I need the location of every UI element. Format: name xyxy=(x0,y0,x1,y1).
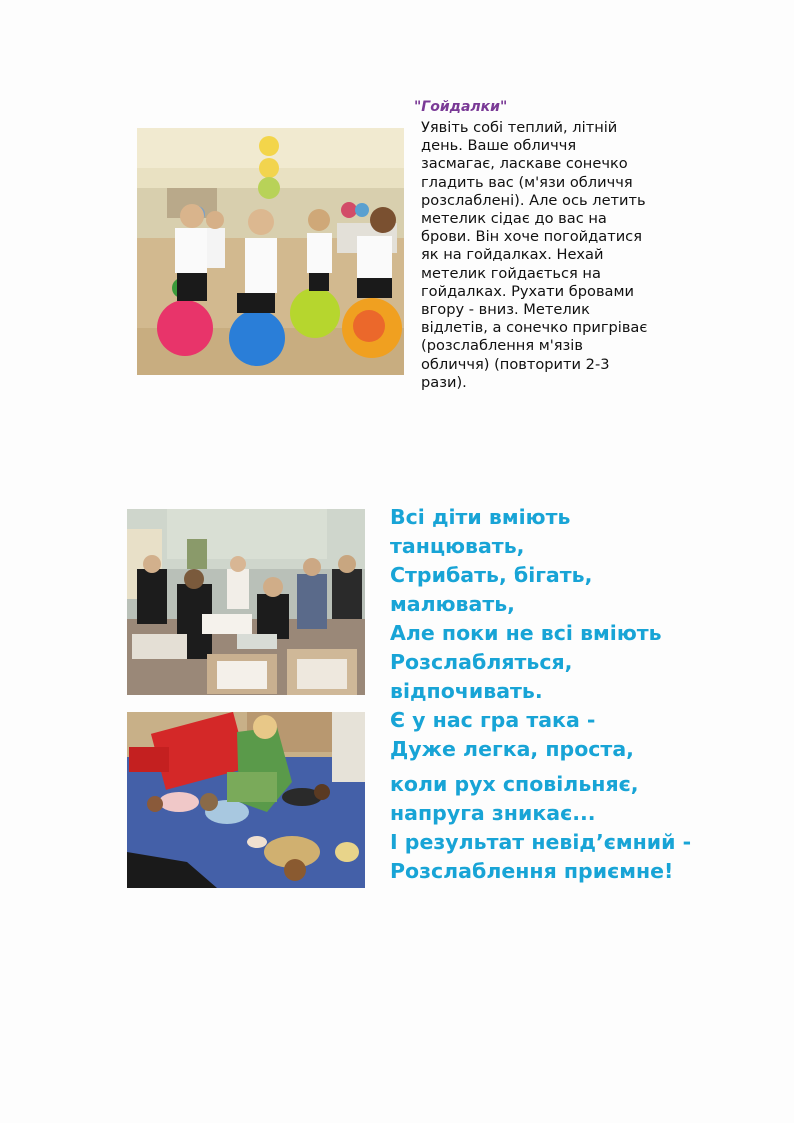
poem-line: коли рух сповільняє, xyxy=(390,772,639,796)
exercise-line: як на гойдалках. Нехай xyxy=(421,246,604,264)
exercise-line: Уявіть собі теплий, літній xyxy=(421,119,618,136)
poem-line: Всі діти вміють xyxy=(390,505,571,529)
exercise-line: розслаблені). Але ось летить xyxy=(421,191,646,209)
exercise-line: брови. Він хоче погойдатися xyxy=(421,228,642,246)
exercise-line: метелик сідає до вас на xyxy=(421,210,607,228)
poem-line: Дуже легка, проста, xyxy=(390,737,634,761)
exercise-title: "Гойдалки" xyxy=(414,99,508,115)
poem-line: танцювать, xyxy=(390,534,525,558)
poem-line: І результат невід’ємний - xyxy=(390,830,692,854)
exercise-line: гойдалках. Рухати бровами xyxy=(421,282,634,300)
exercise-line: засмагає, ласкаве сонечко xyxy=(421,155,628,173)
exercise-line: гладить вас (м'язи обличчя xyxy=(421,173,633,191)
exercise-line: вгору - вниз. Метелик xyxy=(421,301,590,319)
poem-line: Розслабляться, xyxy=(390,650,573,674)
exercise-line: метелик гойдається на xyxy=(421,264,601,282)
exercise-line: день. Ваше обличчя xyxy=(421,137,577,155)
poem xyxy=(390,503,720,886)
exercise-line: рази). xyxy=(421,373,467,391)
poem-line: відпочивать. xyxy=(390,679,543,703)
poem-line: малювать, xyxy=(390,592,515,616)
exercise-line: (розслаблення м'язів xyxy=(421,337,583,355)
poem-line: Розслаблення приємне! xyxy=(390,859,674,883)
poem-line: Але поки не всі вміють xyxy=(390,621,662,645)
exercise-description xyxy=(421,119,711,392)
poem-line: напруга зникає... xyxy=(390,801,596,825)
poem-line: Стрибать, бігать, xyxy=(390,563,593,587)
exercise-line: обличчя) (повторити 2-3 xyxy=(421,355,610,373)
exercise-line: відлетів, а сонечко пригріває xyxy=(421,319,648,337)
poem-line: Є у нас гра така - xyxy=(390,708,596,732)
photo-children-relaxing-on-floor xyxy=(127,712,365,888)
photo-children-on-fitness-balls xyxy=(137,128,404,375)
photo-classroom-exercise xyxy=(127,509,365,695)
